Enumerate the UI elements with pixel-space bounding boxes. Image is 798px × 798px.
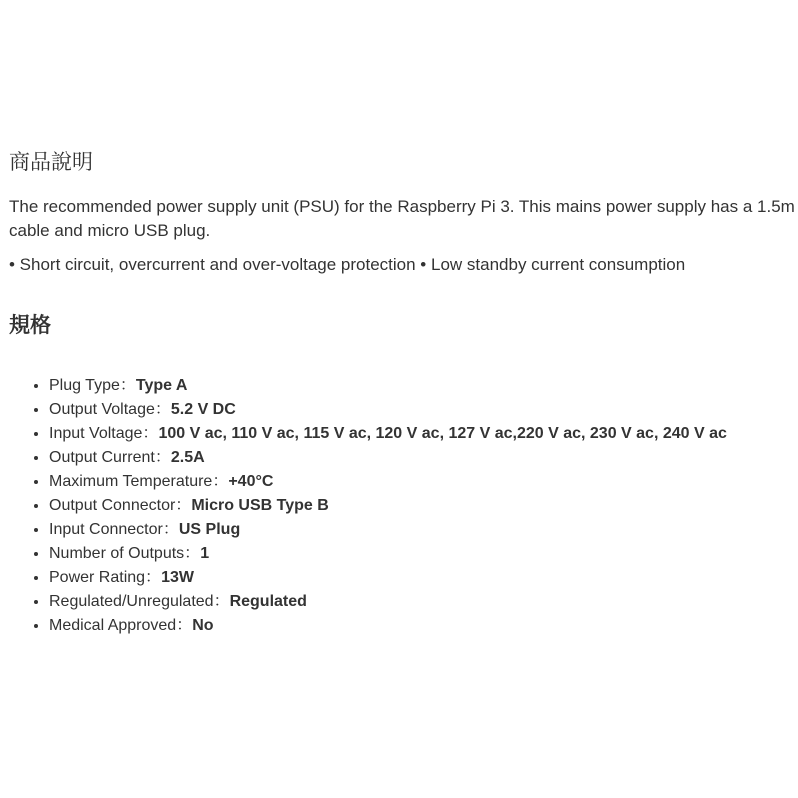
spec-value: Regulated <box>229 593 307 610</box>
spec-separator: ： <box>154 401 171 418</box>
spec-key: Output Connector <box>49 497 176 514</box>
spec-value: +40°C <box>228 473 274 490</box>
spec-value: 5.2 V DC <box>170 401 236 418</box>
spec-separator: ： <box>162 521 179 538</box>
spec-item-output-connector <box>49 494 727 518</box>
spec-item-output-current <box>49 446 727 470</box>
spec-key: Maximum Temperature <box>49 473 213 490</box>
spec-separator: ： <box>119 377 136 394</box>
spec-item-regulated <box>49 590 727 614</box>
specifications-heading: 規格 <box>9 313 51 337</box>
specifications-list <box>0 374 727 638</box>
spec-key: Input Connector <box>49 521 163 538</box>
spec-separator: ： <box>154 449 171 466</box>
spec-item-medical-approved <box>49 614 727 638</box>
spec-item-maximum-temperature <box>49 470 727 494</box>
spec-key: Number of Outputs <box>49 545 185 562</box>
spec-value: 2.5A <box>170 449 205 466</box>
spec-item-number-of-outputs <box>49 542 727 566</box>
spec-key: Power Rating <box>49 569 146 586</box>
spec-value: Type A <box>135 377 188 394</box>
spec-separator: ： <box>184 545 201 562</box>
spec-separator: ： <box>175 497 192 514</box>
spec-item-output-voltage <box>49 398 727 422</box>
spec-item-input-voltage <box>49 422 727 446</box>
spec-key: Regulated/Unregulated <box>49 593 214 610</box>
spec-item-plug-type <box>49 374 727 398</box>
spec-key: Output Voltage <box>49 401 155 418</box>
spec-value: 1 <box>200 545 210 562</box>
description-paragraph: The recommended power supply unit (PSU) for the Raspberry Pi 3. This mains power supply has a 1.5m cable and micro USB plug. <box>9 197 795 240</box>
spec-item-power-rating <box>49 566 727 590</box>
spec-key: Input Voltage <box>49 425 143 442</box>
spec-key: Plug Type <box>49 377 120 394</box>
spec-item-input-connector <box>49 518 727 542</box>
spec-value: Micro USB Type B <box>191 497 329 514</box>
spec-separator: ： <box>176 617 193 634</box>
spec-separator: ： <box>213 593 230 610</box>
spec-value: US Plug <box>178 521 241 538</box>
spec-value: 100 V ac, 110 V ac, 115 V ac, 120 V ac, 127 V ac,220 V ac, 230 V ac, 240 V ac <box>158 425 727 442</box>
description-features: • Short circuit, overcurrent and over-voltage protection • Low standby current consumption <box>9 255 686 274</box>
spec-key: Output Current <box>49 449 155 466</box>
spec-value: 13W <box>161 569 194 586</box>
spec-separator: ： <box>142 425 159 442</box>
spec-value: No <box>192 617 214 634</box>
description-heading: 商品說明 <box>9 150 93 174</box>
spec-separator: ： <box>145 569 162 586</box>
spec-separator: ： <box>212 473 229 490</box>
spec-key: Medical Approved <box>49 617 177 634</box>
